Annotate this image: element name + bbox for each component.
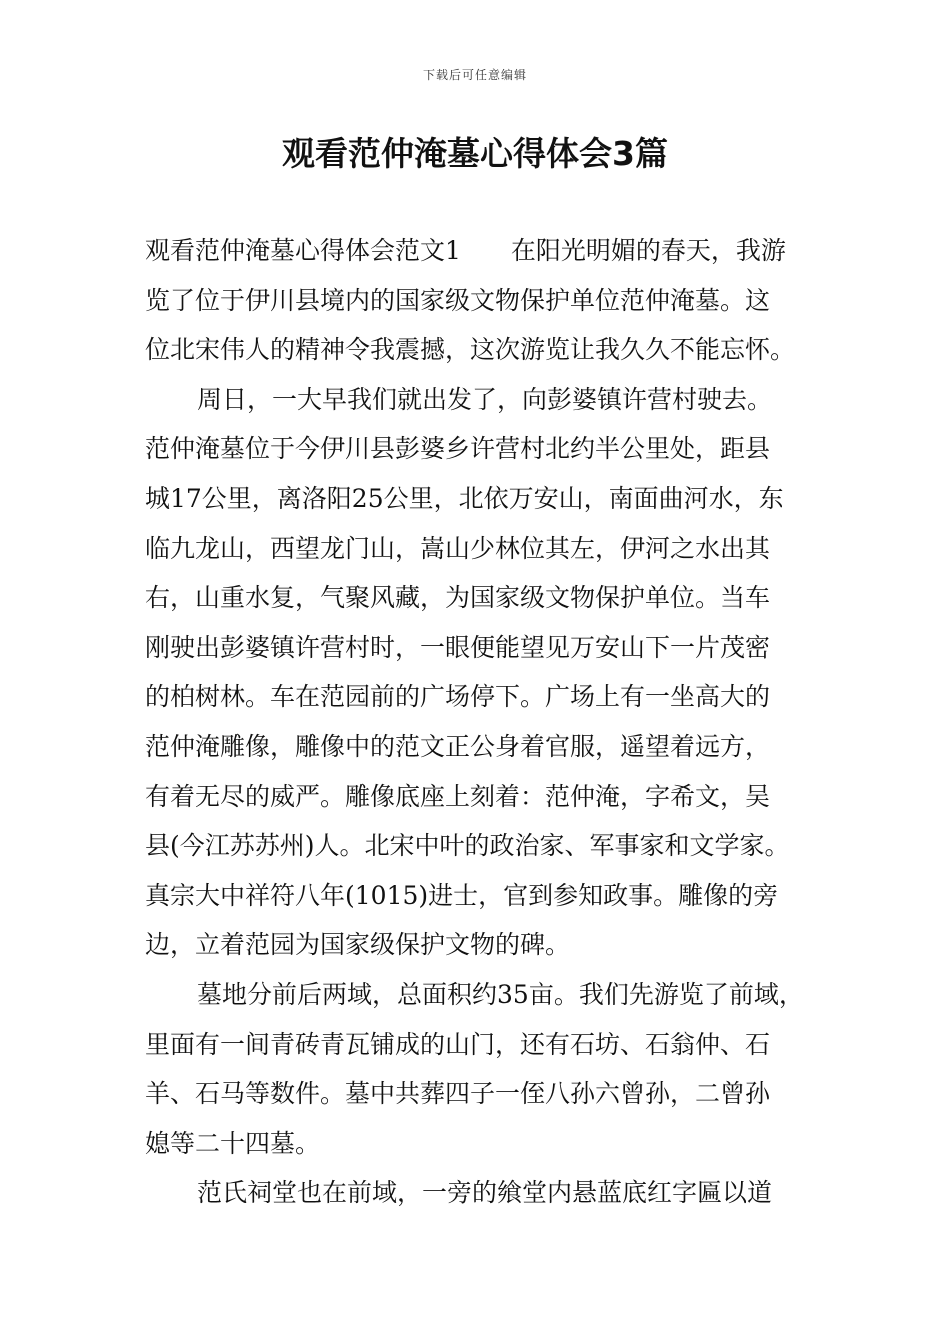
text-line <box>145 226 815 276</box>
text-line: 有着无尽的威严。雕像底座上刻着：范仲淹，字希文，吴 <box>145 781 771 811</box>
paragraph-start-line: 周日，一大早我们就出发了，向彭婆镇许营村驶去。 <box>197 384 773 414</box>
text-line: 边，立着范园为国家级保护文物的碑。 <box>145 930 571 960</box>
text-line: 范仲淹雕像，雕像中的范文正公身着官服，遥望着远方， <box>145 731 771 761</box>
subheading-inline: 观看范仲淹墓心得体会范文1 <box>145 236 461 265</box>
page-header-note: 下载后可任意编辑 <box>422 68 527 82</box>
text-line-content: 在阳光明媚的春天，我游 <box>510 236 786 265</box>
text-line: 里面有一间青砖青瓦铺成的山门，还有石坊、石翁仲、石 <box>145 1029 771 1059</box>
text-line: 县(今江苏苏州)人。北宋中叶的政治家、军事家和文学家。 <box>145 831 790 861</box>
document-body <box>145 226 815 1218</box>
paragraph-start-line: 范氏祠堂也在前域，一旁的飨堂内悬蓝底红字匾以道 <box>197 1178 773 1208</box>
text-line: 媳等二十四墓。 <box>145 1128 321 1158</box>
text-line: 览了位于伊川县境内的国家级文物保护单位范仲淹墓。这 <box>145 285 771 315</box>
text-line: 刚驶出彭婆镇许营村时，一眼便能望见万安山下一片茂密 <box>145 632 771 662</box>
text-line: 范仲淹墓位于今伊川县彭婆乡许营村北约半公里处，距县 <box>145 434 771 464</box>
text-line: 城17公里，离洛阳25公里，北依万安山，南面曲河水，东 <box>145 483 784 513</box>
document-title: 观看范仲淹墓心得体会3篇 <box>282 134 668 173</box>
text-line: 的柏树林。车在范园前的广场停下。广场上有一坐高大的 <box>145 682 771 712</box>
text-line: 临九龙山，西望龙门山，嵩山少林位其左，伊河之水出其 <box>145 533 771 563</box>
text-line: 右，山重水复，气聚风藏，为国家级文物保护单位。当车 <box>145 583 771 613</box>
text-line: 真宗大中祥符八年(1015)进士，官到参知政事。雕像的旁 <box>145 880 779 910</box>
paragraph-start-line: 墓地分前后两域，总面积约35亩。我们先游览了前域， <box>197 979 804 1009</box>
text-line: 位北宋伟人的精神令我震撼，这次游览让我久久不能忘怀。 <box>145 335 796 365</box>
text-line: 羊、石马等数件。墓中共葬四子一侄八孙六曾孙，二曾孙 <box>145 1079 771 1109</box>
